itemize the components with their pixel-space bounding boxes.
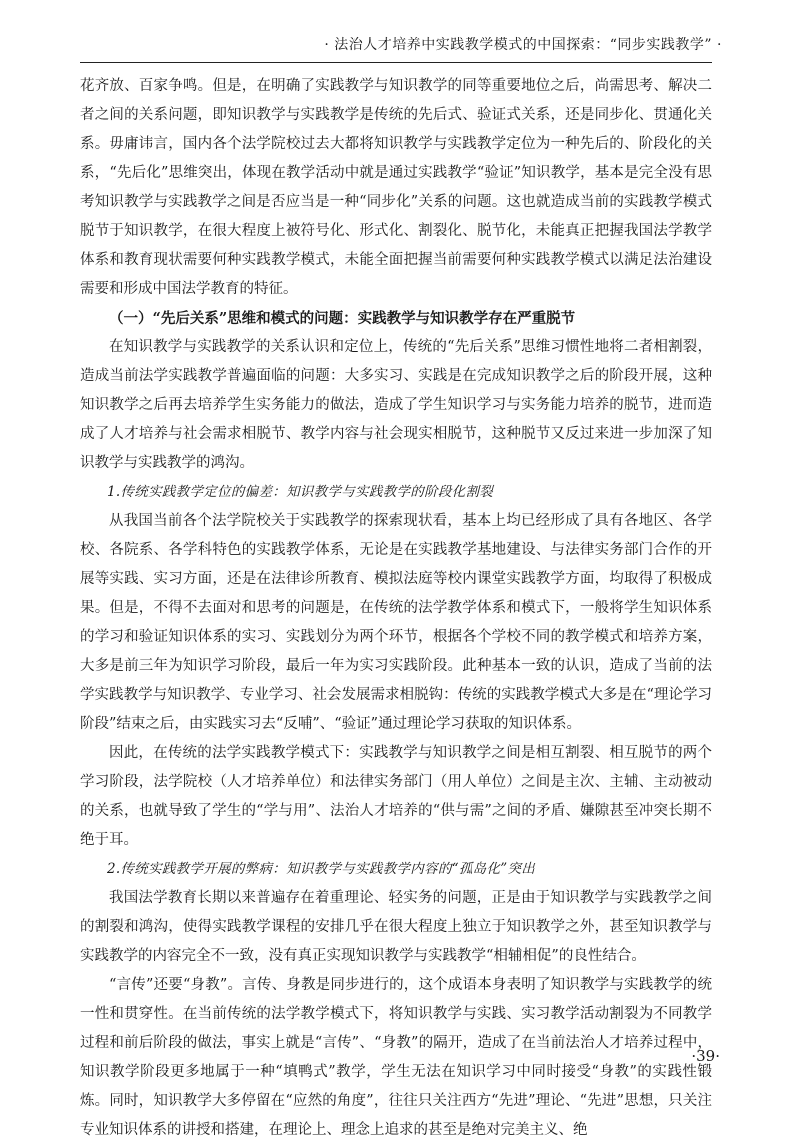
- paragraph-2a: 我国法学教育长期以来普遍存在着重理论、轻实务的问题，正是由于知识教学与实践教学之间的割裂和鸿沟，使得实践教学课程的安排几乎在很大程度上独立于知识教学之外，甚至知识教学与实践教学的内容完全不一致，没有真正实现知识教学与实践教学“相辅相促”的良性结合。: [80, 890, 712, 964]
- paragraph-1b: 因此，在传统的法学实践教学模式下：实践教学与知识教学之间是相互割裂、相互脱节的两个学习阶段，法学院校（人才培养单位）和法律实务部门（用人单位）之间是主次、主辅、主动被动的关系，也就导致了学生的“学与用”、法治人才培养的“供与需”之间的矛盾、嫌隙甚至冲突长期不绝于耳。: [80, 745, 712, 848]
- article-body: [80, 72, 712, 1145]
- paragraph-section: 在知识教学与实践教学的关系认识和定位上，传统的“先后关系”思维习惯性地将二者相割裂，造成当前法学实践教学普遍面临的问题：大多实习、实践是在完成知识教学之后的阶段开展，这种知识教学之后再去培养学生实务能力的做法，造成了学生知识学习与实务能力培养的脱节，进而造成了人才培养与社会需求相脱节、教学内容与社会现实相脱节，这种脱节又反过来进一步加深了知识教学与实践教学的鸿沟。: [80, 339, 712, 471]
- subsection-heading-1: 1.传统实践教学定位的偏差：知识教学与实践教学的阶段化割裂: [107, 484, 494, 500]
- page-number: ·39·: [691, 1047, 720, 1065]
- paragraph-2b: “言传”还要“身教”。言传、身教是同步进行的，这个成语本身表明了知识教学与实践教学的统一性和贯穿性。在当前传统的法学教学模式下，将知识教学与实践、实习教学活动割裂为不同教学过程和前后阶段的做法，事实上就是“言传”、“身教”的隔开，造成了在当前法治人才培养过程中，知识教学阶段更多地属于一种“填鸭式”教学，学生无法在知识学习中同时接受“身教”的实践性锻炼。同时，知识教学大多停留在“应然的角度”，往往只关注西方“先进”理论、“先进”思想，只关注专业知识体系的讲授和搭建，在理论上、理念上追求的甚至是绝对完美主义、绝: [80, 977, 712, 1138]
- header-rule: [80, 62, 712, 63]
- paragraph-intro: 花齐放、百家争鸣。但是，在明确了实践教学与知识教学的同等重要地位之后，尚需思考、解决二者之间的关系问题，即知识教学与实践教学是传统的先后式、验证式关系，还是同步化、贯通化关系。毋庸讳言，国内各个法学院校过去大都将知识教学与实践教学定位为一种先后的、阶段化的关系，“先后化”思维突出，体现在教学活动中就是通过实践教学“验证”知识教学，基本是完全没有思考知识教学与实践教学之间是否应当是一种“同步化”关系的问题。这也就造成当前的实践教学模式脱节于知识教学，在很大程度上被符号化、形式化、割裂化、脱节化，未能真正把握我国法学教学体系和教育现状需要何种实践教学模式，未能全面把握当前需要何种实践教学模式以满足法治建设需要和形成中国法学教育的特征。: [80, 78, 712, 297]
- section-heading: （一）“先后关系”思维和模式的问题：实践教学与知识教学存在严重脱节: [109, 310, 576, 327]
- paragraph-1a: 从我国当前各个法学院校关于实践教学的探索现状看，基本上均已经形成了具有各地区、各学校、各院系、各学科特色的实践教学体系，无论是在实践教学基地建设、与法律实务部门合作的开展等实践、实习方面，还是在法律诊所教育、模拟法庭等校内课堂实践教学方面，均取得了积极成果。但是，不得不去面对和思考的问题是，在传统的法学教学体系和模式下，一般将学生知识体系的学习和验证知识体系的实习、实践划分为两个环节，根据各个学校不同的教学模式和培养方案，大多是前三年为知识学习阶段，最后一年为实习实践阶段。此种基本一致的认识，造成了当前的法学实践教学与知识教学、专业学习、社会发展需求相脱钩：传统的实践教学模式大多是在“理论学习阶段”结束之后，由实践实习去“反哺”、“验证”通过理论学习获取的知识体系。: [80, 513, 712, 732]
- subsection-heading-2: 2.传统实践教学开展的弊病：知识教学与实践教学内容的“孤岛化”突出: [107, 861, 536, 877]
- running-header-title: · 法治人才培养中实践教学模式的中国探索：“同步实践教学” ·: [324, 37, 722, 53]
